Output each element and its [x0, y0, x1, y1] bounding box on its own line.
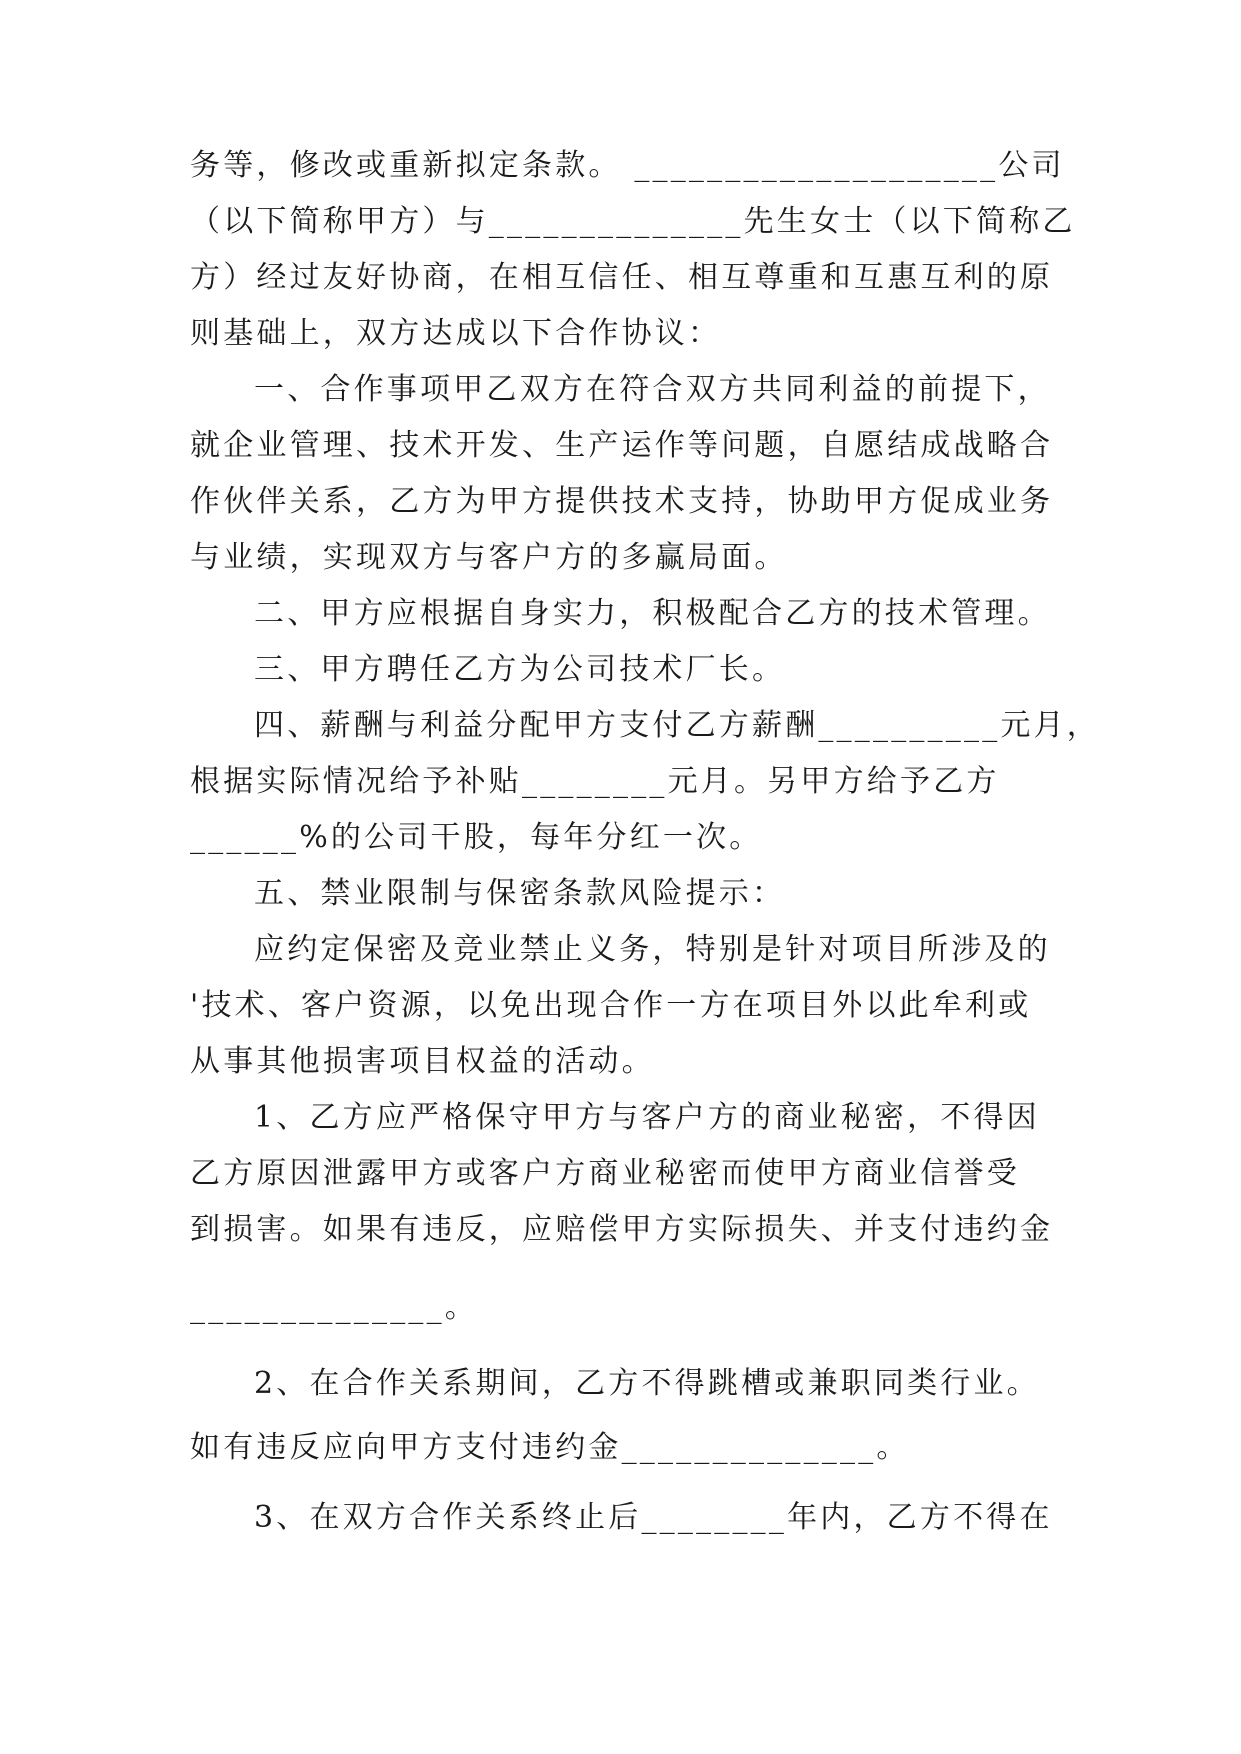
text-line: 从事其他损害项目权益的活动。: [190, 1044, 655, 1079]
paragraph-start-line: 二、甲方应根据自身实力，积极配合乙方的技术管理。: [254, 596, 1051, 631]
paragraph-start-line: 应约定保密及竞业禁止义务，特别是针对项目所涉及的: [254, 932, 1051, 967]
text-line: 乙方原因泄露甲方或客户方商业秘密而使甲方商业信誉受: [190, 1156, 1020, 1191]
text-line: 根据实际情况给予补贴________元月。另甲方给予乙方: [190, 764, 1000, 799]
text-line: （以下简称甲方）与______________先生女士（以下简称乙: [190, 204, 1076, 239]
paragraph-start-line: 五、禁业限制与保密条款风险提示：: [254, 876, 786, 911]
text-line: 方）经过友好协商，在相互信任、相互尊重和互惠互利的原: [190, 260, 1054, 295]
paragraph-start-line: 一、合作事项甲乙双方在符合双方共同利益的前提下，: [254, 372, 1051, 407]
paragraph-start-line: 1、乙方应严格保守甲方与客户方的商业秘密，不得因: [254, 1100, 1040, 1135]
paragraph-start-line: 2、在合作关系期间，乙方不得跳槽或兼职同类行业。: [254, 1366, 1040, 1401]
text-line: 就企业管理、技术开发、生产运作等问题，自愿结成战略合: [190, 428, 1054, 463]
text-line: 作伙伴关系，乙方为甲方提供技术支持，协助甲方促成业务: [190, 484, 1054, 519]
text-line: 如有违反应向甲方支付违约金______________。: [190, 1430, 910, 1465]
paragraph-start-line: 四、薪酬与利益分配甲方支付乙方薪酬__________元月，: [254, 708, 1100, 743]
text-line: '技术、客户资源，以免出现合作一方在项目外以此牟利或: [190, 988, 1032, 1023]
text-line: 则基础上，双方达成以下合作协议：: [190, 316, 722, 351]
paragraph-start-line: 三、甲方聘任乙方为公司技术厂长。: [254, 652, 786, 687]
text-line: 到损害。如果有违反，应赔偿甲方实际损失、并支付违约金: [190, 1212, 1054, 1247]
text-line: ______________。: [190, 1290, 478, 1325]
text-line: 务等，修改或重新拟定条款。 ____________________公司: [190, 148, 1065, 183]
paragraph-start-line: 3、在双方合作关系终止后________年内，乙方不得在: [254, 1500, 1053, 1535]
text-line: 与业绩，实现双方与客户方的多赢局面。: [190, 540, 788, 575]
text-line: ______%的公司干股，每年分红一次。: [190, 820, 763, 855]
